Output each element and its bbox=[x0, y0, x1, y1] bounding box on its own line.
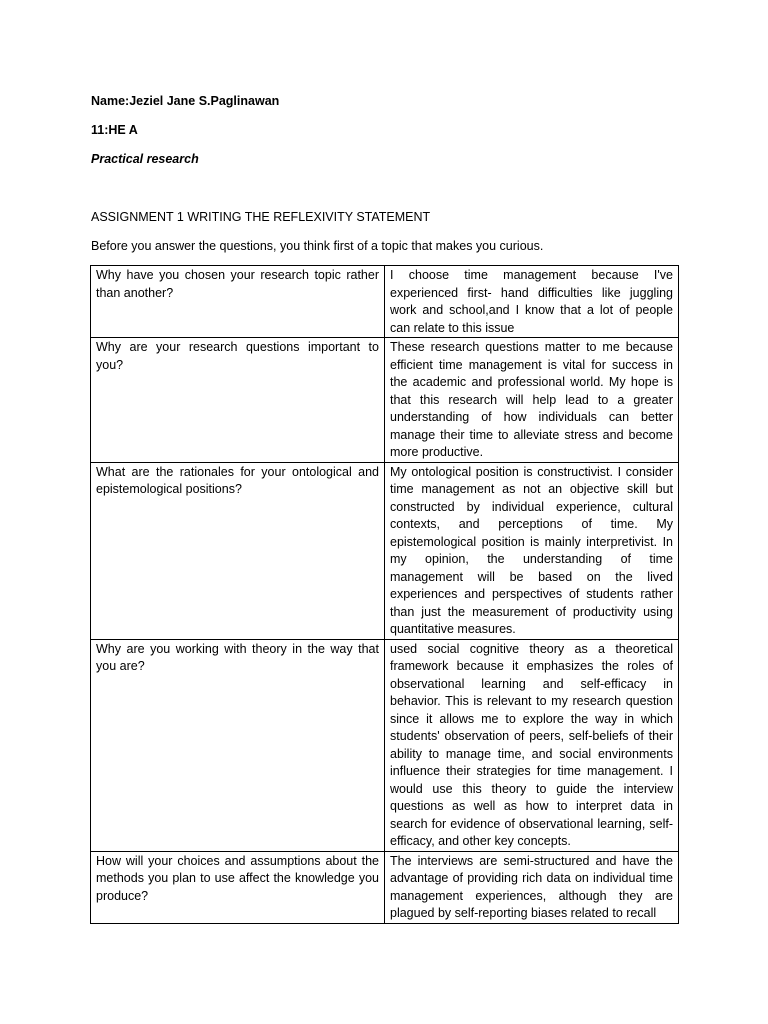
subject-title: Practical research bbox=[91, 152, 199, 166]
answer-cell: The interviews are semi-structured and have the advantage of providing rich data on individual time management experiences, although they are plagued by self-reporting biases related to recall bbox=[385, 851, 679, 923]
answer-cell: used social cognitive theory as a theoretical framework because it emphasizes the roles of observational learning and self-efficacy in behavior. This is relevant to my research question since it allows me to explore the way in which students' observation of peers, self-beliefs of their ability to manage time, and social environments influence their strategies for time management. I would use this theory to guide the interview questions as well as how to interpret data in search for evidence of observational learning, self-efficacy, and other key concepts. bbox=[385, 639, 679, 851]
question-cell: Why have you chosen your research topic rather than another? bbox=[91, 266, 385, 338]
answer-cell: I choose time management because I've experienced first- hand difficulties like juggling work and school,and I know that a lot of people can relate to this issue bbox=[385, 266, 679, 338]
assignment-instruction: Before you answer the questions, you think first of a topic that makes you curious. bbox=[91, 239, 544, 253]
student-name: Name:Jeziel Jane S.Paglinawan bbox=[91, 94, 280, 108]
answer-cell: These research questions matter to me because efficient time management is vital for success in the academic and professional world. My hope is that this research will help lead to a greater understanding of how individuals can better manage their time to alleviate stress and become more productive. bbox=[385, 338, 679, 463]
question-cell: Why are you working with theory in the way that you are? bbox=[91, 639, 385, 851]
table-row bbox=[91, 462, 679, 639]
table-row bbox=[91, 639, 679, 851]
reflexivity-table bbox=[90, 265, 679, 924]
table-row bbox=[91, 851, 679, 923]
question-cell: How will your choices and assumptions about the methods you plan to use affect the knowledge you produce? bbox=[91, 851, 385, 923]
table-row bbox=[91, 266, 679, 338]
question-cell: What are the rationales for your ontological and epistemological positions? bbox=[91, 462, 385, 639]
question-cell: Why are your research questions important to you? bbox=[91, 338, 385, 463]
assignment-title: ASSIGNMENT 1 WRITING THE REFLEXIVITY STATEMENT bbox=[91, 210, 431, 224]
answer-cell: My ontological position is constructivist. I consider time management as not an objective skill but constructed by individual experience, cultural contexts, and perceptions of time. My epistemological position is mainly interpretivist. In my opinion, the understanding of time management will be based on the lived experiences and perspectives of students rather than just the measurement of productivity using quantitative measures. bbox=[385, 462, 679, 639]
table-row bbox=[91, 338, 679, 463]
class-section: 11:HE A bbox=[91, 123, 138, 137]
